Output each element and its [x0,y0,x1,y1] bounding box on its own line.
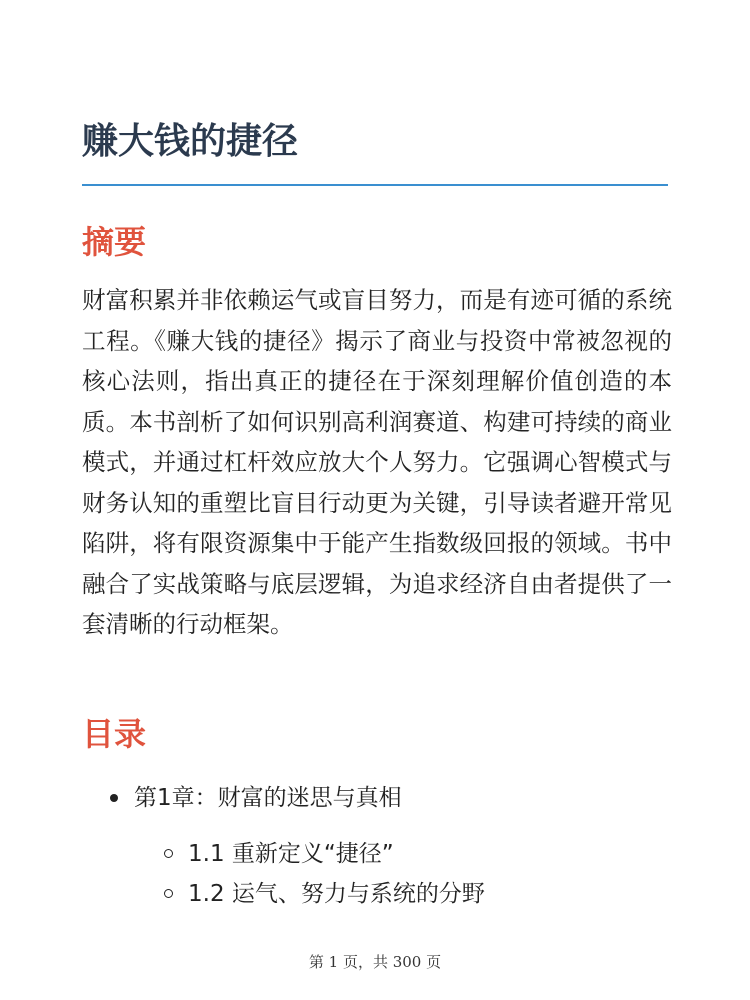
toc-section-label: 1.1 重新定义“捷径” [188,841,394,867]
toc-section-label: 1.2 运气、努力与系统的分野 [188,881,485,907]
toc-heading: 目录 [82,715,147,753]
circle-bullet-icon [164,889,173,898]
toc-chapter-1[interactable] [82,778,672,818]
summary-heading: 摘要 [82,223,147,261]
book-title: 赚大钱的捷径 [82,121,299,162]
title-divider [82,184,668,186]
toc-chapter-label: 第1章：财富的迷思与真相 [134,785,402,811]
summary-paragraph: 财富积累并非依赖运气或盲目努力，而是有迹可循的系统工程。《赚大钱的捷径》揭示了商业与投资中常被忽视的核心法则，指出真正的捷径在于深刻理解价值创造的本质。本书剖析了如何识别高利润赛道、构建可持续的商业模式，并通过杠杆效应放大个人努力。它强调心智模式与财务认知的重塑比盲目行动更为关键，引导读者避开常见陷阱，将有限资源集中于能产生指数级回报的领域。书中融合了实战策略与底层逻辑，为追求经济自由者提供了一套清晰的行动框架。 [82,286,672,638]
toc-list [82,778,672,914]
bullet-icon [110,794,118,802]
toc-section-1-2[interactable] [82,874,672,914]
circle-bullet-icon [164,849,173,858]
page-number-footer: 第 1 页，共 300 页 [308,953,442,971]
toc-section-1-1[interactable] [82,834,672,874]
